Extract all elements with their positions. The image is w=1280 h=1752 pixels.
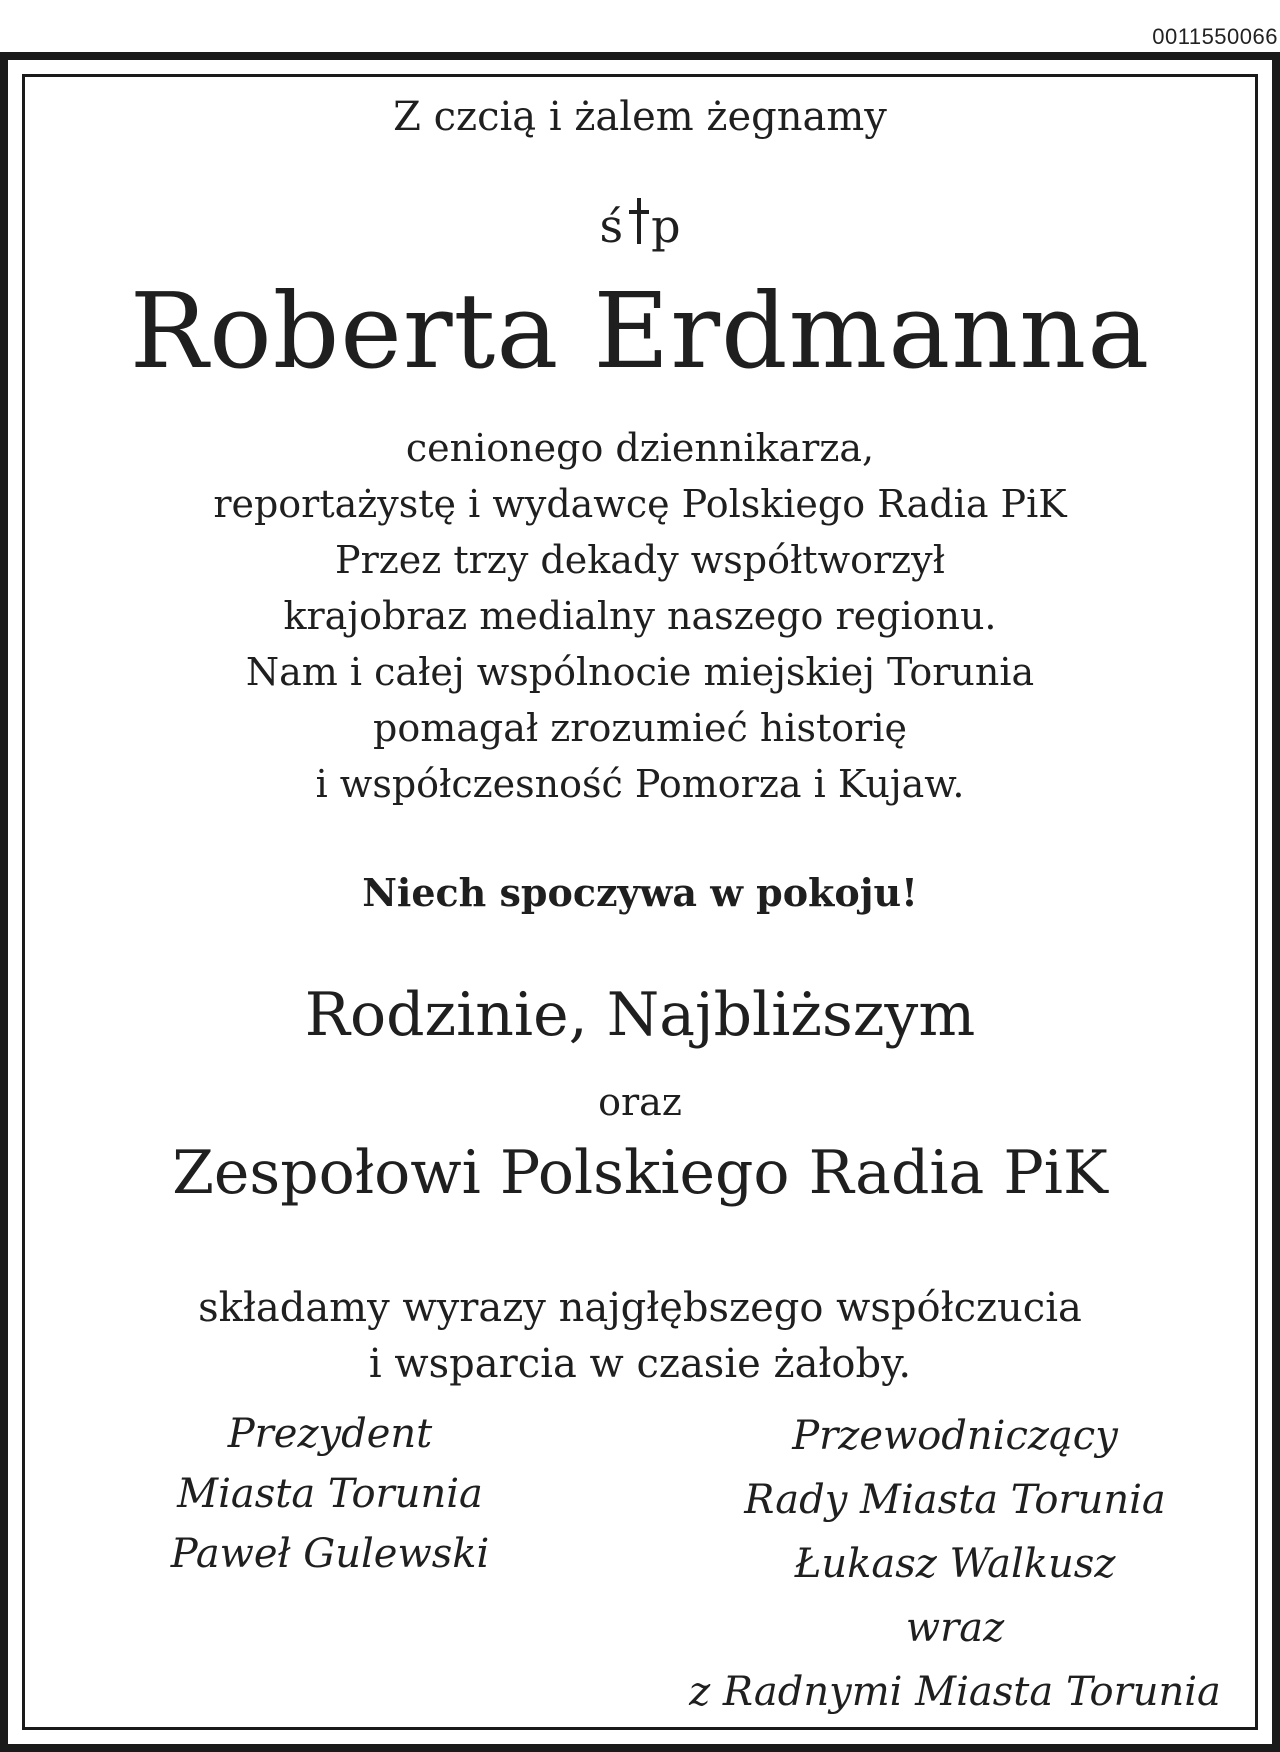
recipients-conjunction: oraz [598, 1080, 682, 1124]
signature-line: z Radnymi Miasta Torunia [689, 1669, 1221, 1715]
condolences-block [0, 1280, 1280, 1392]
recipients-team: Zespołowi Polskiego Radia PiK [172, 1138, 1108, 1208]
signature-line: Paweł Gulewski [170, 1531, 490, 1577]
description-block [0, 420, 1280, 812]
signature-line: wraz [905, 1605, 1005, 1651]
deceased-name: Roberta Erdmanna [129, 270, 1151, 392]
description-line: reportażystę i wydawcę Polskiego Radia PiK [213, 482, 1067, 526]
recipients-family: Rodzinie, Najbliższym [304, 980, 976, 1050]
ad-reference-number: 0011550066 [1152, 24, 1278, 49]
description-line: Nam i całej wspólnocie miejskiej Torunia [245, 650, 1035, 694]
signature-line: Łukasz Walkusz [794, 1541, 1116, 1587]
description-line: pomagał zrozumieć historię [373, 706, 907, 750]
signature-line: Rady Miasta Torunia [744, 1477, 1166, 1523]
rest-in-peace-text: Niech spoczywa w pokoju! [362, 870, 918, 915]
description-line: i współczesność Pomorza i Kujaw. [315, 762, 965, 806]
description-line: krajobraz medialny naszego regionu. [283, 594, 997, 638]
stp-prefix: ś [599, 199, 624, 253]
stp-abbreviation [0, 196, 1280, 253]
signature-left [130, 1404, 530, 1584]
condolences-line: składamy wyrazy najgłębszego współczucia [198, 1285, 1082, 1331]
cross-icon [629, 196, 649, 246]
condolences-line: i wsparcia w czasie żałoby. [368, 1341, 912, 1387]
signature-right [660, 1404, 1250, 1724]
signature-line: Prezydent [227, 1411, 433, 1457]
intro-text: Z czcią i żalem żegnamy [393, 94, 887, 140]
signature-line: Przewodniczący [792, 1413, 1118, 1459]
signature-line: Miasta Torunia [177, 1471, 483, 1517]
description-line: Przez trzy dekady współtworzył [335, 538, 945, 582]
stp-suffix: p [651, 199, 681, 253]
description-line: cenionego dziennikarza, [405, 426, 875, 470]
